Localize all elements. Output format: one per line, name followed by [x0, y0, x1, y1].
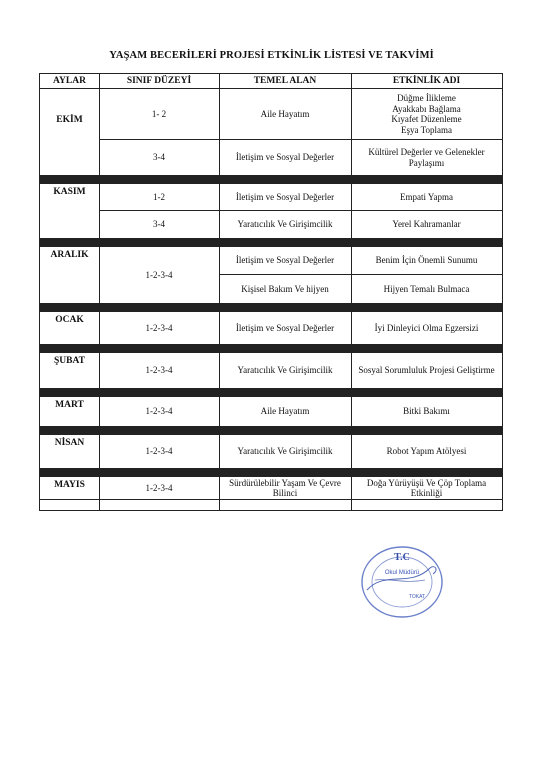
- month-nisan: NİSAN: [54, 438, 85, 448]
- grade-cell: 1-2-3-4: [145, 269, 173, 280]
- activity-cell: Benim İçin Önemli Sunumu: [375, 255, 478, 266]
- month-ekim: EKİM: [56, 115, 83, 125]
- grade-cell: 1- 2: [151, 108, 167, 119]
- area-cell: Aile Hayatım: [260, 406, 310, 417]
- activity-cell: İyi Dinleyici Olma Egzersizi: [374, 322, 479, 333]
- month-subat: ŞUBAT: [54, 356, 85, 366]
- divider-bar: [40, 303, 502, 312]
- activity-table: [39, 73, 503, 511]
- seal-tc: T.C: [394, 552, 410, 563]
- area-cell: Yaratıcılık Ve Girişimcilik: [237, 446, 333, 457]
- activity-cell: Sosyal Sorumluluk Projesi Geliştirme: [358, 365, 495, 376]
- area-cell: İletişim ve Sosyal Değerler: [235, 322, 335, 333]
- activity-cell: Bitki Bakımı: [403, 406, 450, 417]
- official-seal: [355, 540, 450, 625]
- activity-cell: Yerel Kahramanlar: [392, 219, 461, 230]
- divider-bar: [40, 426, 502, 435]
- area-cell: Kişisel Bakım Ve hijyen: [241, 283, 329, 294]
- activity-cell: Empati Yapma: [400, 191, 453, 202]
- activity-cell: Doğa Yürüyüşü Ve Çöp Toplama Etkinliği: [366, 477, 487, 498]
- area-cell: İletişim ve Sosyal Değerler: [235, 255, 335, 266]
- grade-cell: 1-2-3-4: [145, 322, 173, 333]
- grade-cell: 3-4: [153, 152, 165, 163]
- divider-bar: [40, 238, 502, 247]
- header-aylar: AYLAR: [53, 75, 86, 86]
- activity-cell: Kültürel Değerler ve Gelenekler Paylaşımı: [368, 147, 485, 168]
- divider-bar: [40, 344, 502, 353]
- area-cell: Sürdürülebilir Yaşam Ve Çevre Bilinci: [229, 477, 341, 498]
- area-cell: İletişim ve Sosyal Değerler: [235, 152, 335, 163]
- divider-bar: [40, 175, 502, 184]
- area-cell: Aile Hayatım: [260, 108, 310, 119]
- area-cell: Yaratıcılık Ve Girişimcilik: [237, 219, 333, 230]
- grade-cell: 1-2: [153, 191, 165, 202]
- grade-cell: 1-2-3-4: [145, 406, 173, 417]
- activity-cell: Düğme İlikleme Ayakkabı Bağlama Kıyafet Düzenleme Eşya Toplama: [391, 93, 462, 135]
- area-cell: İletişim ve Sosyal Değerler: [235, 191, 335, 202]
- grade-cell: 3-4: [153, 219, 165, 230]
- month-kasim: KASIM: [53, 187, 86, 197]
- area-cell: Yaratıcılık Ve Girişimcilik: [237, 365, 333, 376]
- divider-bar: [40, 388, 502, 397]
- month-mayis: MAYIS: [54, 480, 85, 490]
- seal-ring: TOKAT: [408, 594, 426, 600]
- seal-name: Okul Müdürü: [384, 570, 420, 576]
- header-sinif: SINIF DÜZEYİ: [126, 75, 192, 86]
- divider-bar: [40, 468, 502, 477]
- grade-cell: 1-2-3-4: [145, 446, 173, 457]
- grade-cell: 1-2-3-4: [145, 365, 173, 376]
- month-ocak: OCAK: [55, 315, 84, 325]
- page-title: YAŞAM BECERİLERİ PROJESİ ETKİNLİK LİSTESİ VE TAKVİMİ: [109, 50, 434, 61]
- header-etkinlik: ETKİNLİK ADI: [392, 75, 461, 86]
- activity-cell: Hijyen Temalı Bulmaca: [383, 283, 470, 294]
- grade-cell: 1-2-3-4: [145, 482, 173, 493]
- month-aralik: ARALIK: [50, 250, 89, 260]
- activity-cell: Robot Yapım Atölyesi: [386, 446, 467, 457]
- month-mart: MART: [55, 400, 84, 410]
- header-temel-alan: TEMEL ALAN: [253, 75, 317, 86]
